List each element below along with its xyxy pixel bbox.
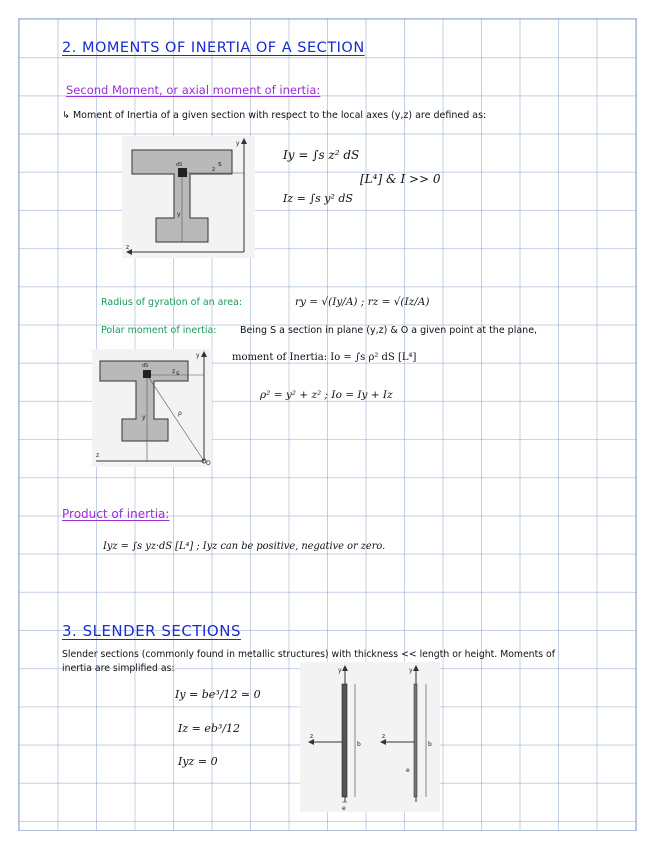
fig2-label-rho: ρ — [178, 410, 182, 417]
fig1-label-s: s — [218, 160, 222, 168]
section-3-title: 3. SLENDER SECTIONS — [62, 622, 241, 640]
fig2-label-y: y — [196, 352, 200, 359]
fig3-label-b1: b — [357, 741, 361, 748]
second-moment-heading: Second Moment, or axial moment of inertia: — [66, 83, 321, 97]
slender-text-2: inertia are simplified as: — [62, 663, 175, 674]
intro-text: ↳ Moment of Inertia of a given section with respect to the local axes (y,z) are defined as: — [62, 110, 487, 121]
fig1-label-ds: dS — [176, 162, 183, 168]
rho-relation: ρ² = y² + z² ; Io = Iy + Iz — [260, 389, 393, 401]
fig3-label-e2: e — [406, 767, 410, 774]
fig2-label-ds: dS — [142, 363, 149, 369]
iy-formula: Iy = ∫s z² dS — [283, 148, 360, 162]
slender-iz: Iz = eb³/12 — [178, 722, 241, 735]
polar-label: Polar moment of inertia: — [101, 325, 217, 336]
fig1-label-z: z — [212, 166, 216, 173]
slender-text-1: Slender sections (commonly found in metallic structures) with thickness << length or height. Moments of — [62, 649, 555, 660]
fig3-label-y1: y — [338, 667, 342, 674]
polar-moment: moment of Inertia: Io = ∫s ρ² dS [L⁴] — [232, 352, 417, 363]
iz-formula: Iz = ∫s y² dS — [283, 192, 353, 205]
fig2-label-y-inner: y — [142, 414, 146, 421]
fig1-label-z-axis: z — [126, 244, 130, 251]
fig3-label-e1: e — [342, 805, 346, 812]
product-formula: Iyz = ∫s yz·dS [L⁴] ; Iyz can be positive, negative or zero. — [103, 541, 386, 552]
fig2-label-s: s — [176, 369, 180, 377]
fig2-label-z-axis: z — [96, 452, 100, 459]
slender-section-figure — [300, 662, 440, 812]
units-note: [L⁴] & I >> 0 — [360, 172, 441, 186]
i-section-figure — [122, 136, 255, 258]
slender-iy: Iy = be³/12 ≃ 0 — [175, 688, 261, 701]
fig1-label-y: y — [236, 140, 240, 147]
fig2-label-z: z — [172, 368, 176, 375]
fig3-label-z1: z — [310, 733, 314, 740]
fig3-label-b2: b — [428, 741, 432, 748]
radius-label: Radius of gyration of an area: — [101, 297, 243, 308]
fig2-label-o: O — [206, 460, 211, 467]
fig1-label-y-inner: y — [177, 211, 181, 218]
fig3-label-z2: z — [382, 733, 386, 740]
slender-iyz: Iyz = 0 — [178, 755, 218, 768]
radius-formula: ry = √(Iy/A) ; rz = √(Iz/A) — [295, 296, 430, 308]
polar-section-figure — [92, 349, 212, 467]
product-heading: Product of inertia: — [62, 507, 170, 521]
fig3-label-y2: y — [409, 667, 413, 674]
section-2-title: 2. MOMENTS OF INERTIA OF A SECTION — [62, 40, 365, 56]
polar-text: Being S a section in plane (y,z) & O a given point at the plane, — [240, 325, 538, 336]
